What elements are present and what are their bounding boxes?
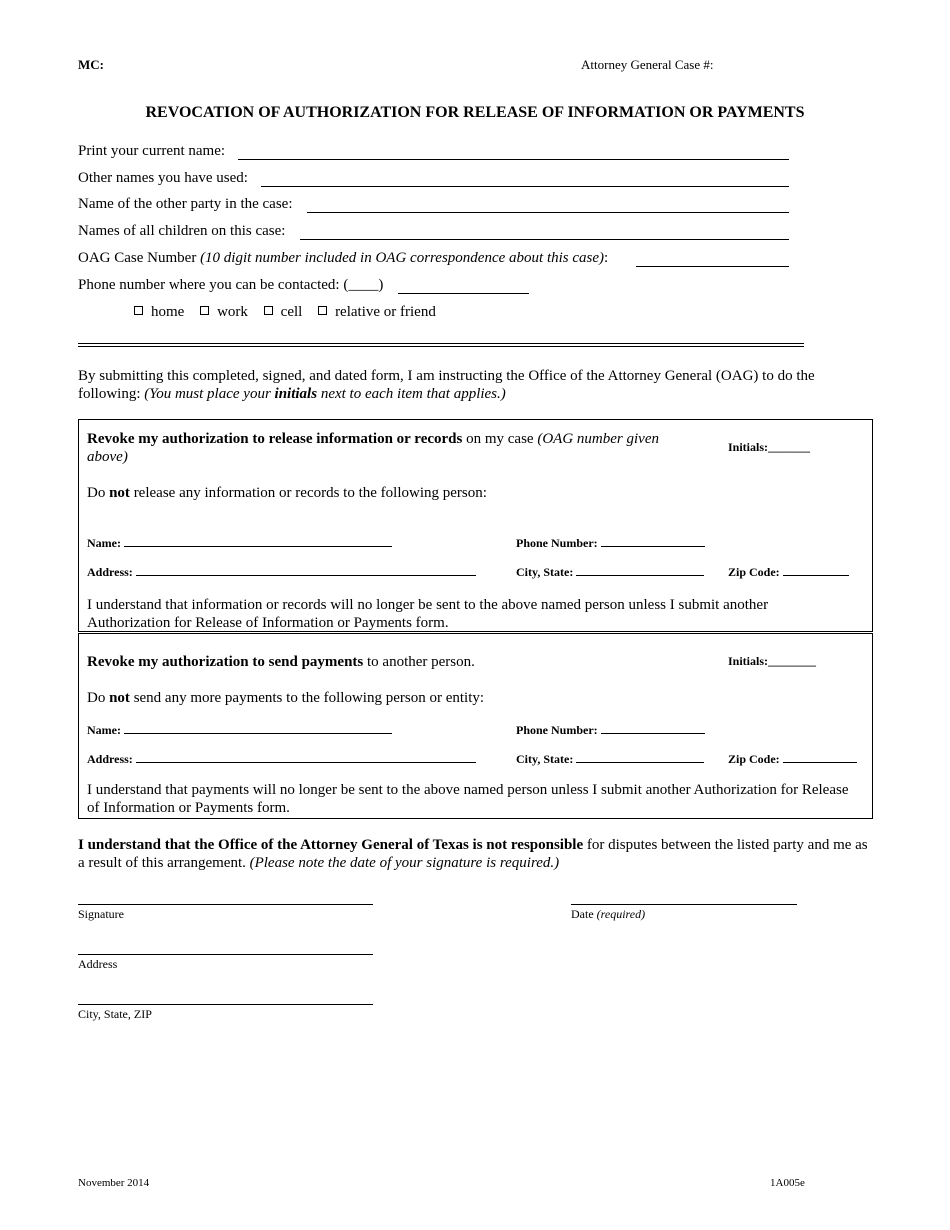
underline (601, 721, 705, 734)
footer-form-id: 1A005e (770, 1177, 805, 1189)
oag-case-prefix: OAG Case Number (78, 250, 197, 266)
section1-instruction: Do not release any information or records to the following person: (87, 485, 487, 501)
disclaimer: I understand that the Office of the Attorney General of Texas is not responsible for disputes between the listed party and me as a result of this arrangement. (Please note the date of your signature is required.) (78, 837, 868, 871)
city-state-zip-line[interactable] (78, 1004, 373, 1005)
phone-type-work[interactable]: work (200, 304, 248, 320)
underline (783, 750, 857, 763)
signature-line[interactable] (78, 904, 373, 905)
section1-name-field[interactable]: Name: (87, 534, 392, 551)
underline (601, 534, 705, 547)
section2-initials[interactable]: Initials:________ (728, 654, 817, 668)
date-line[interactable] (571, 904, 797, 905)
section2-address-field[interactable]: Address: (87, 750, 476, 767)
signature-label: Signature (78, 907, 124, 921)
ag-case-label: Attorney General Case #: (581, 57, 714, 72)
underline (576, 563, 704, 576)
underline (783, 563, 849, 576)
underline (124, 721, 392, 734)
address-line[interactable] (78, 954, 373, 955)
phone-input[interactable] (398, 293, 529, 294)
checkbox-icon (318, 306, 327, 315)
section2-city-field[interactable]: City, State: (516, 750, 704, 767)
section2-name-field[interactable]: Name: (87, 721, 392, 738)
other-names-input[interactable] (261, 186, 789, 187)
section1-initials[interactable]: Initials:_______ (728, 440, 811, 454)
page-title: REVOCATION OF AUTHORIZATION FOR RELEASE OF INFORMATION OR PAYMENTS (145, 104, 805, 121)
section2-instruction: Do not send any more payments to the following person or entity: (87, 690, 485, 706)
intro-paragraph: By submitting this completed, signed, and dated form, I am instructing the Office of the Attorney General (OAG) to do the following: (You must place your initials next to each item that applies.) (78, 368, 815, 402)
divider (78, 343, 804, 344)
section1-heading: Revoke my authorization to release information or records on my case (OAG number given above) (87, 431, 659, 465)
underline (124, 534, 392, 547)
checkbox-icon (264, 306, 273, 315)
current-name-label: Print your current name: (78, 143, 226, 159)
divider (78, 346, 804, 347)
address-label: Address (78, 957, 118, 971)
phone-type-home[interactable]: home (134, 304, 184, 320)
checkbox-icon (200, 306, 209, 315)
children-label: Names of all children on this case: (78, 223, 286, 239)
city-state-zip-label: City, State, ZIP (78, 1007, 152, 1021)
section2-heading: Revoke my authorization to send payments to another person. (87, 654, 475, 670)
children-input[interactable] (300, 239, 789, 240)
other-names-label: Other names you have used: (78, 170, 248, 186)
underline (136, 750, 476, 763)
date-label: Date (required) (571, 907, 646, 921)
checkbox-icon (134, 306, 143, 315)
oag-case-suffix: : (604, 250, 609, 266)
underline (576, 750, 704, 763)
section1-city-field[interactable]: City, State: (516, 563, 704, 580)
section2-zip-field[interactable]: Zip Code: (728, 750, 857, 767)
section1-understand: I understand that information or records will no longer be sent to the above named person unless I submit another Authorization for Release of Information or Payments form. (87, 597, 769, 631)
section1-zip-field[interactable]: Zip Code: (728, 563, 849, 580)
oag-case-input[interactable] (636, 266, 789, 267)
section1-address-field[interactable]: Address: (87, 563, 476, 580)
section2-phone-field[interactable]: Phone Number: (516, 721, 705, 738)
section1-phone-field[interactable]: Phone Number: (516, 534, 705, 551)
phone-type-cell[interactable]: cell (264, 304, 303, 320)
phone-label: Phone number where you can be contacted: (____) (78, 277, 384, 293)
phone-type-relative[interactable]: relative or friend (318, 304, 436, 320)
section2-understand: I understand that payments will no longer be sent to the above named person unless I submit another Authorization for Release of Information or Payments form. (87, 782, 849, 816)
phone-type-options (134, 304, 436, 321)
footer-date: November 2014 (78, 1177, 150, 1189)
oag-case-label (78, 250, 608, 267)
other-party-input[interactable] (307, 212, 789, 213)
oag-case-note: (10 digit number included in OAG correspondence about this case) (200, 250, 605, 266)
underline (136, 563, 476, 576)
other-party-label: Name of the other party in the case: (78, 196, 293, 212)
current-name-input[interactable] (238, 159, 789, 160)
mc-label: MC: (78, 57, 104, 72)
